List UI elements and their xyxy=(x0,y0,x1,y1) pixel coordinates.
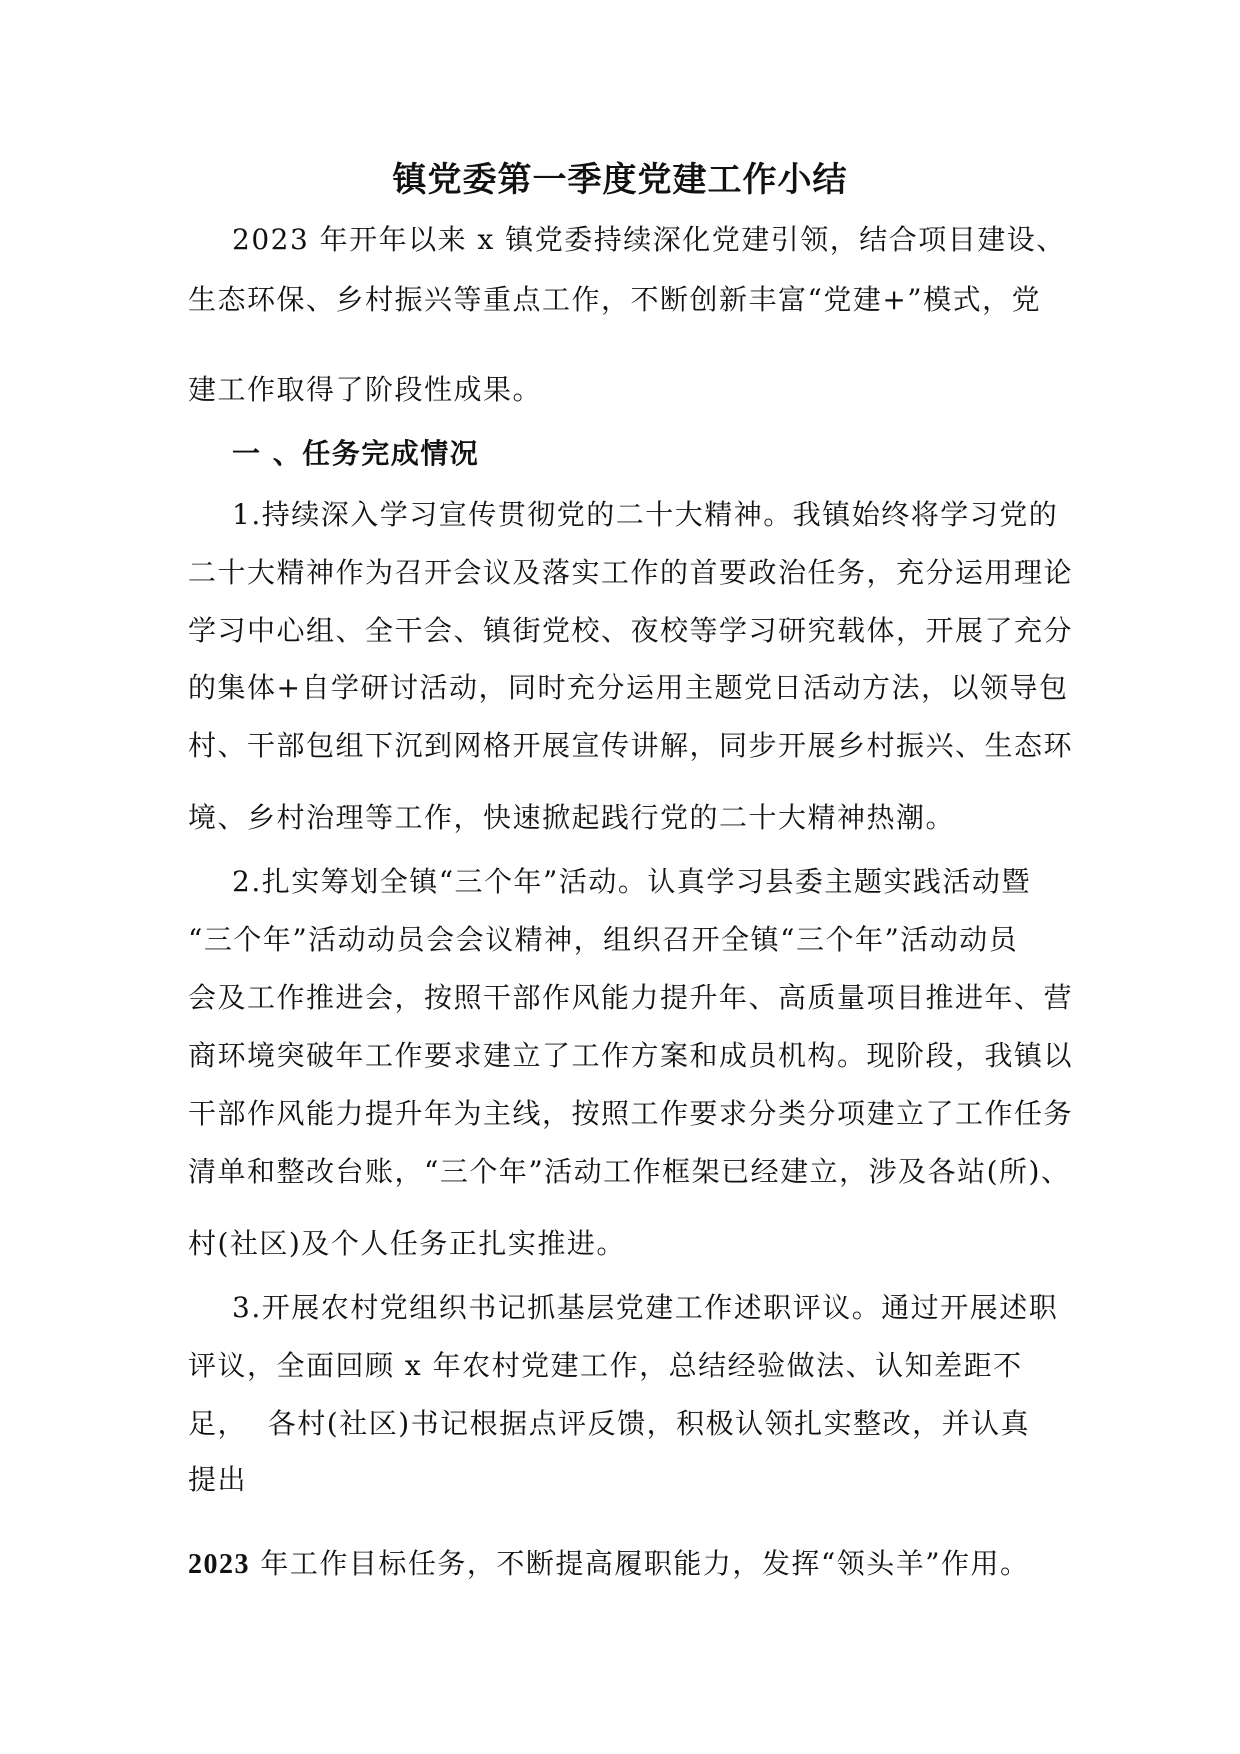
item3-year: 2023 xyxy=(188,1549,250,1580)
item3-line-3: 足， 各村(社区)书记根据点评反馈，积极认领扎实整改，并认真 xyxy=(188,1407,1031,1440)
item2-line-5: 干部作风能力提升年为主线，按照工作要求分类分项建立了工作任务 xyxy=(188,1097,1074,1130)
intro-line-2: 生态环保、乡村振兴等重点工作，不断创新丰富“党建+”模式，党 xyxy=(188,283,1042,316)
item2-line-4: 商环境突破年工作要求建立了工作方案和成员机构。现阶段，我镇以 xyxy=(188,1039,1074,1072)
page-title: 镇党委第一季度党建工作小结 xyxy=(392,160,848,200)
item2-line-1: 2.扎实筹划全镇“三个年”活动。认真学习县委主题实践活动暨 xyxy=(232,865,1031,898)
item3-line-5 xyxy=(188,1546,1048,1583)
item1-line-5: 村、干部包组下沉到网格开展宣传讲解，同步开展乡村振兴、生态环 xyxy=(188,729,1074,762)
item3-line-1: 3.开展农村党组织书记抓基层党建工作述职评议。通过开展述职 xyxy=(232,1291,1059,1324)
item2-line-6: 清单和整改台账，“三个年”活动工作框架已经建立，涉及各站(所)、 xyxy=(188,1155,1071,1188)
section-heading: 一 、任务完成情况 xyxy=(232,437,480,470)
item3-line-4: 提出 xyxy=(188,1463,248,1496)
item2-line-3: 会及工作推进会，按照干部作风能力提升年、高质量项目推进年、营 xyxy=(188,981,1074,1014)
item3-line-2: 评议，全面回顾 x 年农村党建工作，总结经验做法、认知差距不 xyxy=(188,1349,1023,1382)
intro-line-3: 建工作取得了阶段性成果。 xyxy=(188,373,543,406)
item2-line-7: 村(社区)及个人任务正扎实推进。 xyxy=(188,1227,626,1260)
item3-line-5-text: 年工作目标任务，不断提高履职能力，发挥“领头羊”作用。 xyxy=(250,1547,1030,1580)
item1-line-2: 二十大精神作为召开会议及落实工作的首要政治任务，充分运用理论 xyxy=(188,556,1074,589)
item1-line-3: 学习中心组、全干会、镇街党校、夜校等学习研究载体，开展了充分 xyxy=(188,614,1074,647)
item1-line-6: 境、乡村治理等工作，快速掀起践行党的二十大精神热潮。 xyxy=(188,801,956,834)
item2-line-2: “三个年”活动动员会会议精神，组织召开全镇“三个年”活动动员 xyxy=(188,923,1019,956)
item1-line-1: 1.持续深入学习宣传贯彻党的二十大精神。我镇始终将学习党的 xyxy=(232,498,1059,531)
intro-line-1: 2023 年开年以来 x 镇党委持续深化党建引领，结合项目建设、 xyxy=(232,223,1066,256)
item1-line-4: 的集体+自学研讨活动，同时充分运用主题党日活动方法，以领导包 xyxy=(188,671,1069,704)
